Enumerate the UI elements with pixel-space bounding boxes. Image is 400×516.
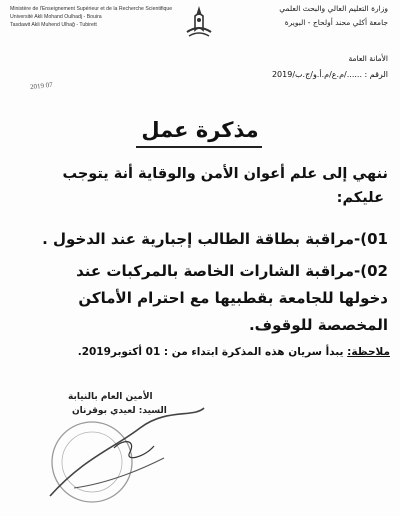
header-fr-university: Université Akli Mohand Oulhadj - Bouira	[10, 14, 102, 20]
instruction-item-2-line-3: المخصصة للوقوف.	[248, 316, 388, 334]
signatory-title: الأمين العام بالنيابة	[68, 392, 153, 402]
intro-line-2: عليكم:	[336, 190, 384, 206]
memo-title: مذكرة عمل	[141, 118, 259, 142]
date-stamp: 2019 07	[29, 80, 54, 92]
header-fr-ministry: Ministère de l'Enseignement Supérieur et de la Recherche Scientifique	[10, 6, 173, 12]
intro-line-1: ننهي إلى علم أعوان الأمن والوقاية أنة يتوجب	[62, 166, 388, 182]
note-text: يبدأ سريان هذه المذكرة ابتداء من : 01 أكتوبر2019.	[77, 346, 348, 358]
header-ar-ministry: وزارة التعليم العالي والبحث العلمي	[279, 4, 388, 13]
instruction-item-1: 01)-مراقبة بطاقة الطالب إجبارية عند الدخول .	[42, 230, 388, 248]
header-ar-university: جامعة أكلي محند أولحاج - البويرة	[284, 18, 388, 27]
note-label: ملاحظة:	[347, 346, 390, 358]
title-underline	[136, 146, 262, 148]
instruction-item-2-line-2: دخولها للجامعة بقطبيها مع احترام الأماكن	[78, 289, 388, 307]
note	[78, 346, 390, 358]
reference-number: الرقم : ....../م.ع/م.أ.و/ج.ب/2019	[271, 70, 388, 79]
instruction-item-2-line-1: 02)-مراقبة الشارات الخاصة بالمركبات عند	[76, 262, 388, 280]
signatory-name: السيد: لعيدي بوقرنان	[72, 406, 167, 416]
university-logo-icon	[181, 4, 217, 40]
header-fr-university-kabyle: Tasdawit Akli Muhend Ulhağ - Tubirett	[10, 22, 97, 28]
department-label: الأمانة العامة	[348, 54, 388, 63]
